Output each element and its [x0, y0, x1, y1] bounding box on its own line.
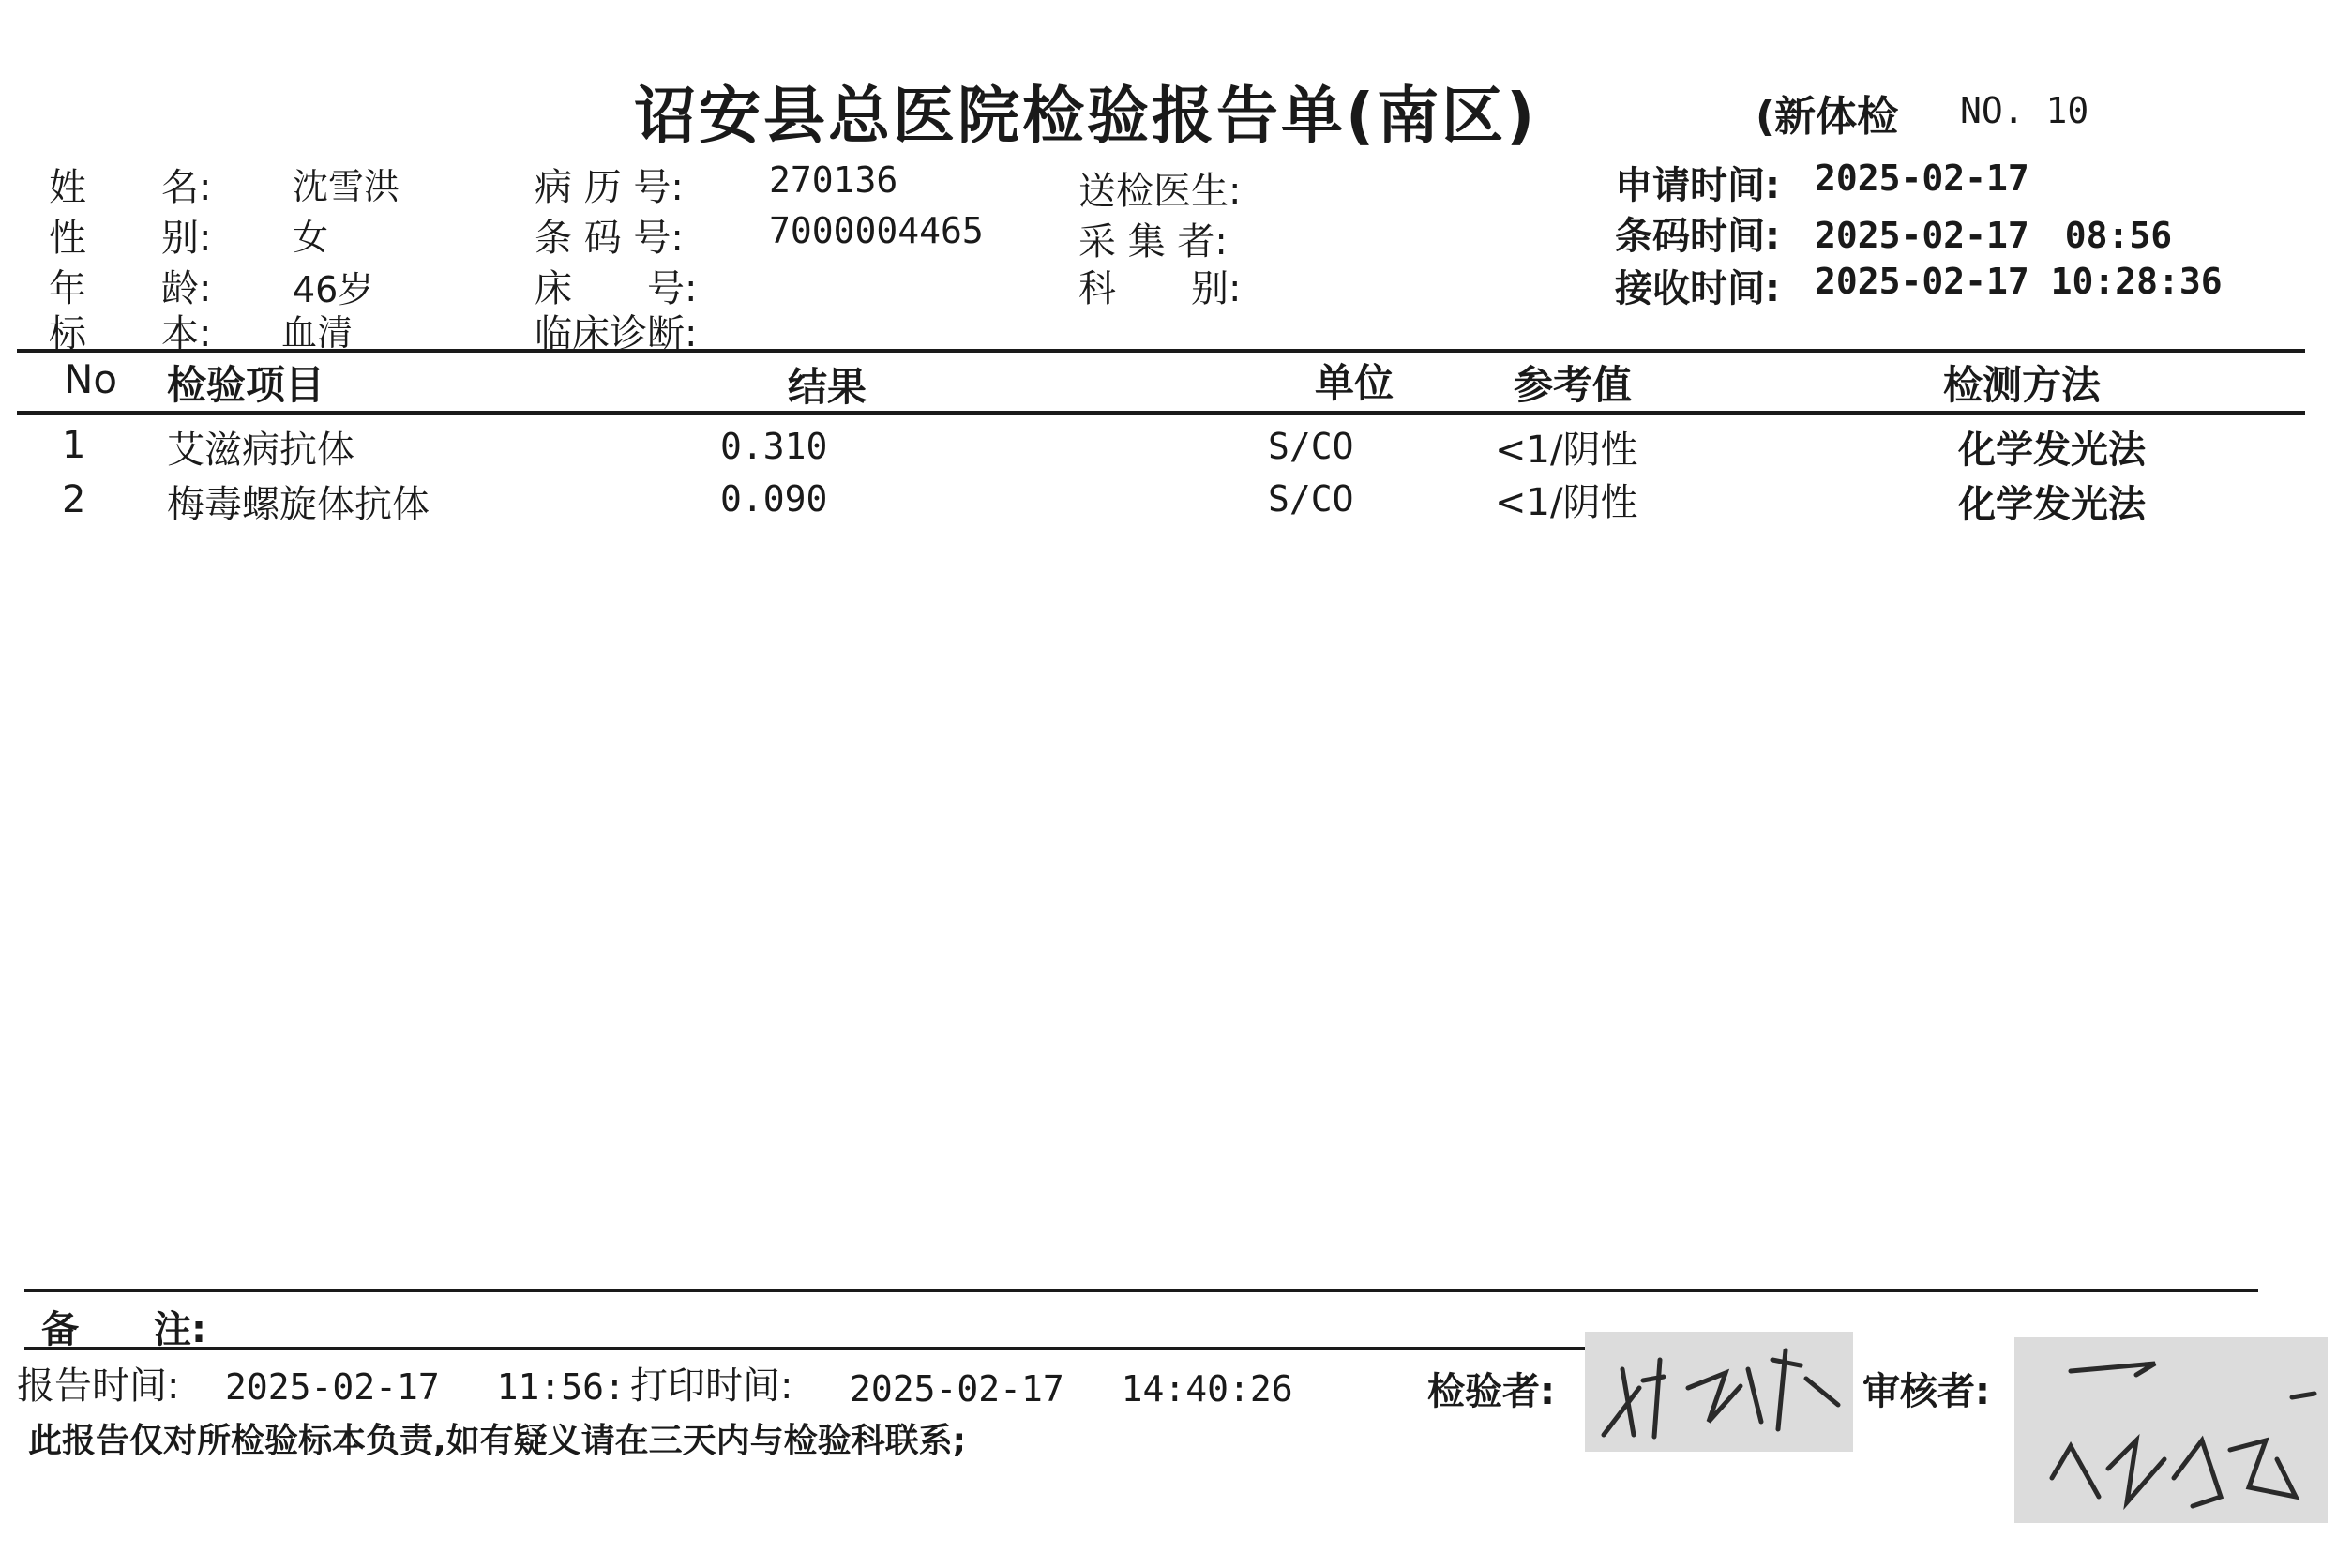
report-time: 2025-02-17 11:56: [225, 1366, 626, 1408]
tester-signature-stroke [1585, 1332, 1853, 1452]
table-top-rule [17, 349, 2305, 353]
age-label: 年 龄: [49, 267, 212, 310]
barcode-number: 7000004465 [769, 210, 984, 251]
remark-top-rule [24, 1289, 2258, 1292]
patient-name: 沈雪洪 [293, 166, 400, 207]
patient-age: 46岁 [293, 269, 374, 310]
barcode-label: 条 码 号: [535, 217, 684, 260]
apply-time-label: 申请时间: [1615, 164, 1780, 207]
table-row-1-no: 1 [62, 424, 86, 467]
table-row-2-unit: S/CO [1268, 478, 1354, 520]
table-row-2-no: 2 [62, 478, 86, 521]
report-time-label: 报告时间: [17, 1364, 180, 1408]
disclaimer: 此报告仅对所检验标本负责,如有疑义请在三天内与检验科联系; [28, 1422, 967, 1460]
table-row-2-item: 梅毒螺旋体抗体 [167, 483, 430, 526]
table-row-1-method: 化学发光法 [1958, 429, 2146, 472]
table-row-2-result: 0.090 [720, 478, 828, 520]
table-row-1-item: 艾滋病抗体 [167, 429, 354, 472]
reviewer-signature-stroke [2014, 1337, 2328, 1523]
apply-time: 2025-02-17 [1815, 158, 2029, 199]
table-row-2-method: 化学发光法 [1958, 483, 2146, 526]
receive-time: 2025-02-17 10:28:36 [1815, 261, 2223, 302]
collector-label: 采 集 者: [1078, 220, 1228, 264]
record-label: 病 历 号: [535, 166, 684, 209]
remark-bottom-rule [24, 1347, 1594, 1350]
col-header-unit: 单位 [1315, 360, 1395, 406]
report-title: 诏安县总医院检验报告单(南区) [634, 80, 1538, 152]
report-number: NO. 10 [1960, 90, 2089, 131]
reviewer-label: 审核者: [1862, 1370, 1990, 1413]
table-row-2-ref: <1/阴性 [1495, 481, 1638, 524]
remark-label: 备 注: [41, 1308, 206, 1351]
patient-sex: 女 [293, 217, 329, 258]
specimen-label: 标 本: [49, 312, 212, 355]
tester-signature [1585, 1332, 1853, 1452]
col-header-method: 检测方法 [1943, 362, 2102, 408]
table-row-1-result: 0.310 [720, 426, 828, 467]
col-header-result: 结果 [788, 364, 867, 410]
table-row-1-unit: S/CO [1268, 426, 1354, 467]
barcode-time: 2025-02-17 08:56 [1815, 215, 2173, 256]
bed-label: 床 号: [535, 267, 698, 310]
reviewer-signature [2014, 1337, 2328, 1523]
print-time: 2025-02-17 14:40:26 [850, 1368, 1293, 1410]
name-label: 姓 名: [49, 166, 212, 209]
receive-time-label: 接收时间: [1615, 267, 1780, 310]
record-number: 270136 [769, 159, 898, 201]
table-header-rule [17, 411, 2305, 415]
report-subtitle: (新体检 [1756, 93, 1899, 141]
col-header-item: 检验项目 [167, 362, 325, 408]
specimen-value: 血清 [281, 312, 354, 354]
diagnosis-label: 临床诊断: [535, 312, 698, 355]
barcode-time-label: 条码时间: [1615, 215, 1780, 258]
doctor-label: 送检医生: [1078, 170, 1242, 213]
table-row-1-ref: <1/阴性 [1495, 429, 1638, 472]
sex-label: 性 别: [49, 217, 212, 260]
dept-label: 科 别: [1078, 267, 1242, 310]
col-header-no: No [64, 356, 118, 402]
tester-label: 检验者: [1427, 1370, 1555, 1413]
col-header-ref: 参考值 [1514, 362, 1633, 408]
print-time-label: 打印时间: [630, 1364, 793, 1408]
